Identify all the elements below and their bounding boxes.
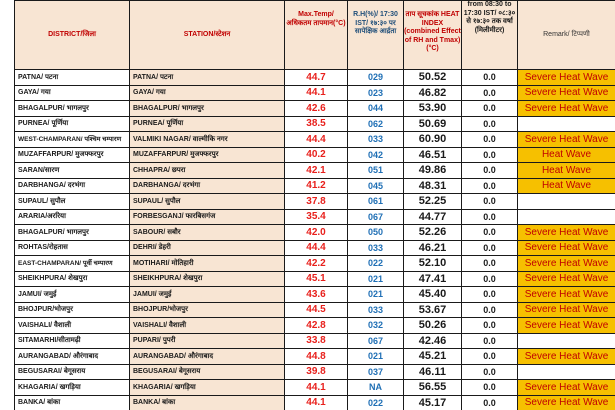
max-temp-cell: 38.5: [285, 116, 348, 132]
max-temp-cell: 44.8: [285, 349, 348, 365]
remark-cell: Severe Heat Wave: [518, 287, 615, 303]
district-cell: ARARIA/अररिया: [15, 209, 130, 225]
district-cell: JAMUI/ जमुई: [15, 287, 130, 303]
rainfall-header: from 08:30 to 17:30 IST/ ०८:३० से १७:३० तक वर्षा (मिलीमीटर): [462, 1, 518, 70]
table-row: [15, 271, 615, 287]
rainfall-cell: 0.0: [462, 256, 518, 272]
district-cell: SHEIKHPURA/ शेखपुरा: [15, 271, 130, 287]
remark-cell: [518, 194, 615, 210]
station-cell: DARBHANGA/ दरभंगा: [130, 178, 285, 194]
rh-cell: 042: [348, 147, 404, 163]
district-cell: BHAGALPUR/ भागलपुर: [15, 101, 130, 117]
heat-index-cell: 53.67: [404, 302, 462, 318]
remark-cell: Severe Heat Wave: [518, 395, 615, 410]
rh-cell: 067: [348, 333, 404, 349]
max-temp-cell: 40.2: [285, 147, 348, 163]
station-cell: BANKA/ बांका: [130, 395, 285, 410]
district-cell: BEGUSARAI/ बेगूसराय: [15, 364, 130, 380]
station-cell: JAMUI/ जमुई: [130, 287, 285, 303]
rainfall-cell: 0.0: [462, 240, 518, 256]
heat-index-cell: 50.26: [404, 318, 462, 334]
table-row: [15, 380, 615, 396]
station-cell: GAYA/ गया: [130, 85, 285, 101]
station-cell: SUPAUL/ सुपौल: [130, 194, 285, 210]
rh-cell: NA: [348, 380, 404, 396]
heat-index-header: ताप सूचकांक HEAT INDEX (combined Effect of RH and Tmax) (°C): [404, 1, 462, 70]
weather-table: [14, 0, 615, 410]
district-cell: WEST-CHAMPARAN/ पश्चिम चम्पारण: [15, 132, 130, 148]
district-cell: MUZAFFARPUR/ मुजफ्फरपुर: [15, 147, 130, 163]
district-cell: BANKA/ बांका: [15, 395, 130, 410]
table-row: [15, 364, 615, 380]
rainfall-cell: 0.0: [462, 271, 518, 287]
remark-cell: Severe Heat Wave: [518, 70, 615, 86]
rh-cell: 029: [348, 70, 404, 86]
heat-index-cell: 60.90: [404, 132, 462, 148]
remark-cell: Severe Heat Wave: [518, 240, 615, 256]
heat-index-cell: 45.21: [404, 349, 462, 365]
table-row: [15, 318, 615, 334]
rainfall-cell: 0.0: [462, 101, 518, 117]
station-cell: FORBESGANJ/ फारबिसगंज: [130, 209, 285, 225]
remark-cell: [518, 209, 615, 225]
district-cell: KHAGARIA/ खगड़िया: [15, 380, 130, 396]
heat-index-cell: 46.21: [404, 240, 462, 256]
district-cell: BHOJPUR/भोजपुर: [15, 302, 130, 318]
remark-cell: Severe Heat Wave: [518, 349, 615, 365]
max-temp-cell: 42.0: [285, 225, 348, 241]
district-cell: DARBHANGA/ दरभंगा: [15, 178, 130, 194]
table-row: [15, 85, 615, 101]
heat-index-cell: 49.86: [404, 163, 462, 179]
district-header: DISTRICT/जिला: [15, 1, 130, 70]
max-temp-cell: 35.4: [285, 209, 348, 225]
remark-cell: Severe Heat Wave: [518, 256, 615, 272]
rainfall-cell: 0.0: [462, 380, 518, 396]
max-temp-cell: 37.8: [285, 194, 348, 210]
max-temp-cell: 44.1: [285, 85, 348, 101]
station-cell: VAISHALI/ वैशाली: [130, 318, 285, 334]
heat-index-cell: 47.41: [404, 271, 462, 287]
station-cell: BEGUSARAI/ बेगूसराय: [130, 364, 285, 380]
heat-index-cell: 45.40: [404, 287, 462, 303]
remark-cell: Severe Heat Wave: [518, 85, 615, 101]
rainfall-cell: 0.0: [462, 163, 518, 179]
heat-index-cell: 52.10: [404, 256, 462, 272]
table-row: [15, 116, 615, 132]
heat-index-cell: 53.90: [404, 101, 462, 117]
remark-cell: Severe Heat Wave: [518, 101, 615, 117]
table-header-row: [15, 1, 615, 70]
remark-cell: Heat Wave: [518, 147, 615, 163]
rainfall-cell: 0.0: [462, 85, 518, 101]
rainfall-cell: 0.0: [462, 318, 518, 334]
rainfall-cell: 0.0: [462, 364, 518, 380]
district-cell: VAISHALI/ वैशाली: [15, 318, 130, 334]
max-temp-cell: 39.8: [285, 364, 348, 380]
heat-index-cell: 46.11: [404, 364, 462, 380]
table-body: [15, 70, 615, 410]
remark-cell: Heat Wave: [518, 178, 615, 194]
rh-cell: 022: [348, 256, 404, 272]
table-row: [15, 302, 615, 318]
table-row: [15, 178, 615, 194]
station-cell: PATNA/ पटना: [130, 70, 285, 86]
heat-index-cell: 45.17: [404, 395, 462, 410]
max-temp-cell: 42.8: [285, 318, 348, 334]
remark-cell: Severe Heat Wave: [518, 225, 615, 241]
max-temp-cell: 42.6: [285, 101, 348, 117]
rainfall-cell: 0.0: [462, 395, 518, 410]
station-cell: MUZAFFARPUR/ मुजफ्फरपुर: [130, 147, 285, 163]
rh-cell: 062: [348, 116, 404, 132]
station-cell: BHOJPUR/भोजपुर: [130, 302, 285, 318]
remark-cell: Severe Heat Wave: [518, 302, 615, 318]
remark-cell: [518, 333, 615, 349]
station-cell: AURANGABAD/ औरंगाबाद: [130, 349, 285, 365]
table-row: [15, 163, 615, 179]
rh-cell: 032: [348, 318, 404, 334]
district-cell: PATNA/ पटना: [15, 70, 130, 86]
max-temp-cell: 33.8: [285, 333, 348, 349]
rainfall-cell: 0.0: [462, 132, 518, 148]
rainfall-cell: 0.0: [462, 194, 518, 210]
rainfall-cell: 0.0: [462, 209, 518, 225]
district-cell: PURNEA/ पूर्णिया: [15, 116, 130, 132]
remark-header: Remark/ टिप्पणी: [518, 1, 615, 70]
station-cell: PUPARI/ पुपरी: [130, 333, 285, 349]
remark-cell: Severe Heat Wave: [518, 271, 615, 287]
rh-cell: 033: [348, 302, 404, 318]
rh-cell: 021: [348, 271, 404, 287]
max-temp-cell: 44.1: [285, 395, 348, 410]
rh-cell: 033: [348, 240, 404, 256]
table-row: [15, 395, 615, 410]
station-cell: SHEIKHPURA/ शेखपुरा: [130, 271, 285, 287]
heat-index-cell: 52.25: [404, 194, 462, 210]
max-temp-cell: 42.1: [285, 163, 348, 179]
station-cell: CHHAPRA/ छपरा: [130, 163, 285, 179]
table-row: [15, 147, 615, 163]
table-row: [15, 287, 615, 303]
district-cell: EAST-CHAMPARAN/ पूर्वी चम्पारण: [15, 256, 130, 272]
rh-cell: 044: [348, 101, 404, 117]
rh-cell: 033: [348, 132, 404, 148]
table-row: [15, 132, 615, 148]
max-temp-cell: 44.4: [285, 240, 348, 256]
heat-index-cell: 46.51: [404, 147, 462, 163]
table-row: [15, 349, 615, 365]
max-temp-cell: 44.4: [285, 132, 348, 148]
district-cell: AURANGABAD/ औरंगाबाद: [15, 349, 130, 365]
max-temp-cell: 43.6: [285, 287, 348, 303]
rh-cell: 051: [348, 163, 404, 179]
rainfall-cell: 0.0: [462, 116, 518, 132]
district-cell: ROHTAS/रोहतास: [15, 240, 130, 256]
heat-index-cell: 50.52: [404, 70, 462, 86]
rh-cell: 067: [348, 209, 404, 225]
station-cell: DEHRI/ डेहरी: [130, 240, 285, 256]
table-row: [15, 194, 615, 210]
max-temp-cell: 41.2: [285, 178, 348, 194]
table-row: [15, 209, 615, 225]
rh-cell: 045: [348, 178, 404, 194]
station-cell: BHAGALPUR/ भागलपुर: [130, 101, 285, 117]
max-temp-cell: 44.1: [285, 380, 348, 396]
rainfall-cell: 0.0: [462, 302, 518, 318]
rainfall-cell: 0.0: [462, 287, 518, 303]
station-cell: SABOUR/ सबौर: [130, 225, 285, 241]
table-row: [15, 240, 615, 256]
heat-index-cell: 56.55: [404, 380, 462, 396]
max-temp-cell: 44.5: [285, 302, 348, 318]
max-temp-cell: 45.1: [285, 271, 348, 287]
table-row: [15, 256, 615, 272]
heat-index-cell: 44.77: [404, 209, 462, 225]
remark-cell: Heat Wave: [518, 163, 615, 179]
max-temp-header: Max.Temp/ अधिकतम तापमान(°C): [285, 1, 348, 70]
table-row: [15, 225, 615, 241]
rh-cell: 050: [348, 225, 404, 241]
rainfall-cell: 0.0: [462, 349, 518, 365]
remark-cell: [518, 116, 615, 132]
heat-index-cell: 46.82: [404, 85, 462, 101]
rh-cell: 022: [348, 395, 404, 410]
district-cell: BHAGALPUR/ भागलपुर: [15, 225, 130, 241]
table-row: [15, 70, 615, 86]
station-header: STATION/स्टेशन: [130, 1, 285, 70]
max-temp-cell: 42.2: [285, 256, 348, 272]
remark-cell: Severe Heat Wave: [518, 132, 615, 148]
rainfall-cell: 0.0: [462, 225, 518, 241]
station-cell: PURNEA/ पूर्णिया: [130, 116, 285, 132]
remark-cell: Severe Heat Wave: [518, 380, 615, 396]
table-row: [15, 333, 615, 349]
rh-cell: 037: [348, 364, 404, 380]
station-cell: VALMIKI NAGAR/ वाल्मीकि नगर: [130, 132, 285, 148]
heat-index-cell: 48.31: [404, 178, 462, 194]
station-cell: MOTIHARI/ मोतिहारी: [130, 256, 285, 272]
rainfall-cell: 0.0: [462, 178, 518, 194]
max-temp-cell: 44.7: [285, 70, 348, 86]
rh-cell: 021: [348, 349, 404, 365]
remark-cell: Severe Heat Wave: [518, 318, 615, 334]
district-cell: SUPAUL/ सुपौल: [15, 194, 130, 210]
table-row: [15, 101, 615, 117]
heat-index-cell: 42.46: [404, 333, 462, 349]
rainfall-cell: 0.0: [462, 147, 518, 163]
district-cell: SITAMARHI/सीतामढ़ी: [15, 333, 130, 349]
rh-cell: 061: [348, 194, 404, 210]
station-cell: KHAGARIA/ खगड़िया: [130, 380, 285, 396]
heat-index-cell: 52.26: [404, 225, 462, 241]
rh-header: R.H(%)/ 17:30 IST/ १७:३० पर सापेक्षिक आर्द्रता: [348, 1, 404, 70]
remark-cell: [518, 364, 615, 380]
heat-index-cell: 50.69: [404, 116, 462, 132]
rainfall-cell: 0.0: [462, 70, 518, 86]
rh-cell: 023: [348, 85, 404, 101]
district-cell: SARAN/सारण: [15, 163, 130, 179]
rh-cell: 021: [348, 287, 404, 303]
district-cell: GAYA/ गया: [15, 85, 130, 101]
rainfall-cell: 0.0: [462, 333, 518, 349]
